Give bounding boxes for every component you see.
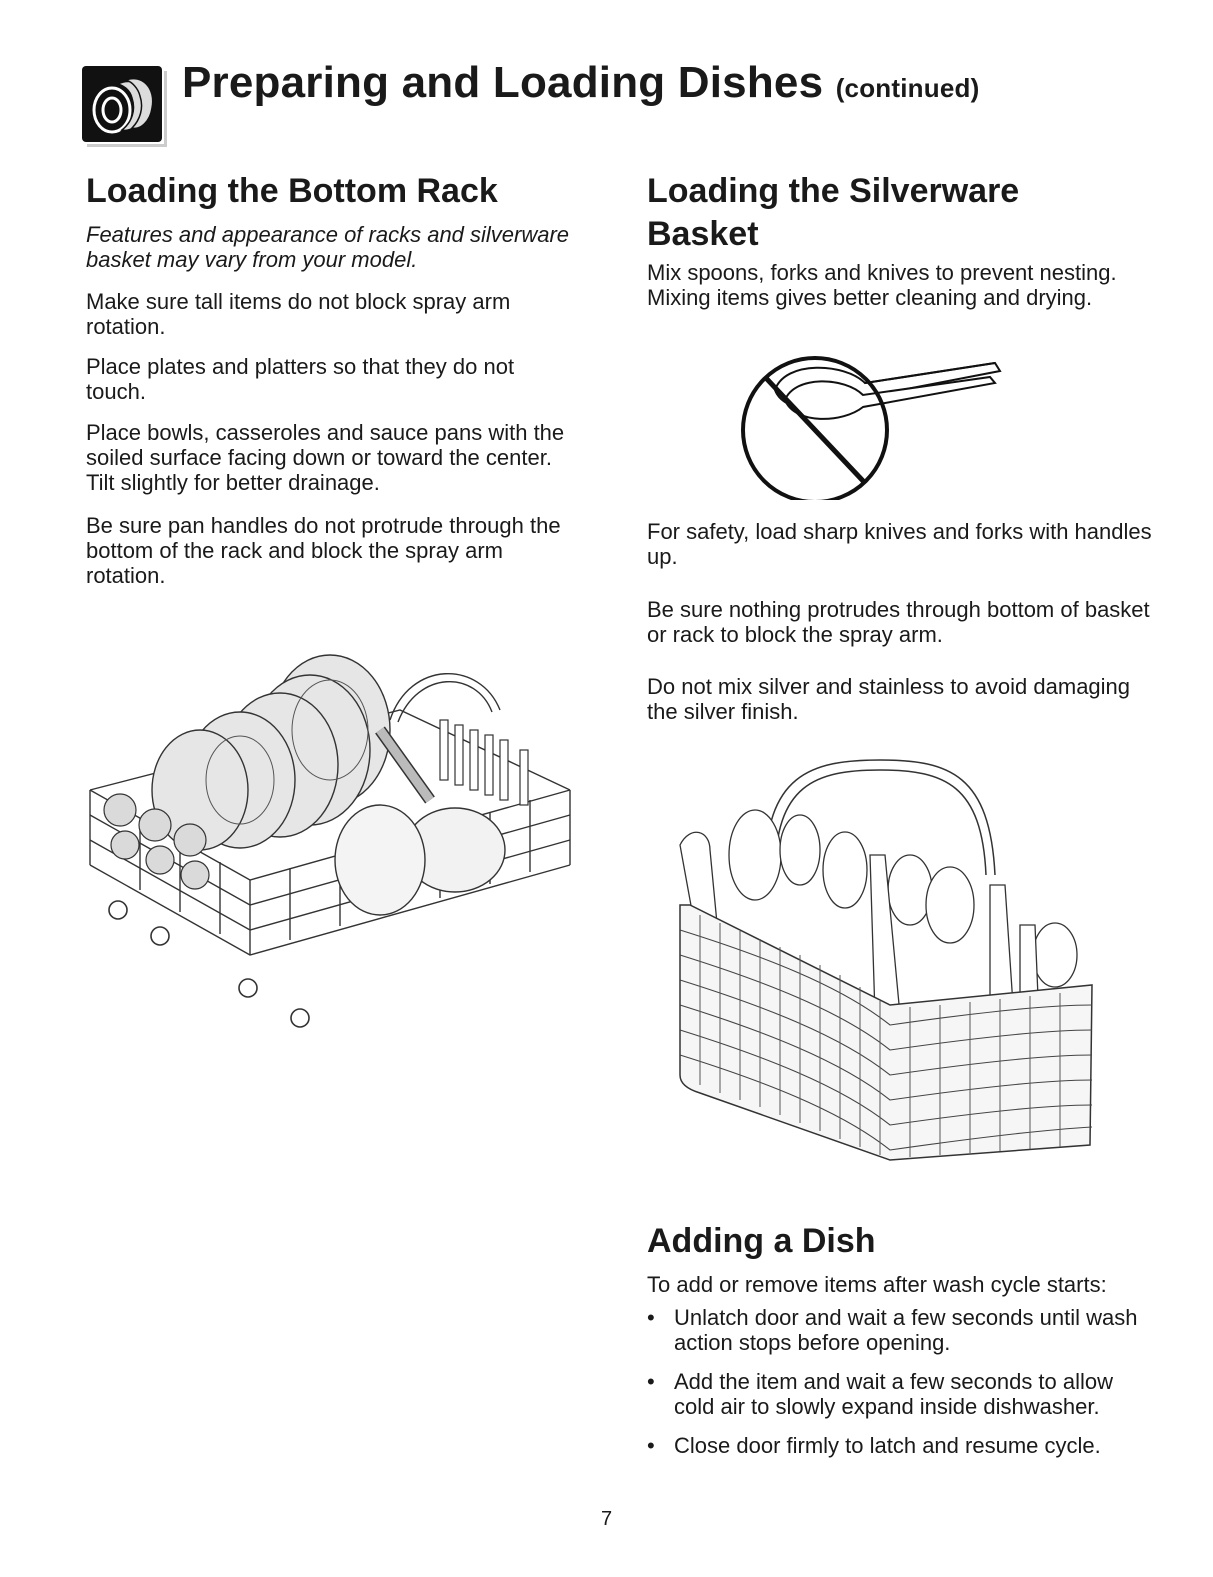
page-number: 7: [600, 1508, 613, 1530]
silverware-heading-line1: Loading the Silverware: [647, 172, 1020, 210]
list-item: • Unlatch door and wait a few seconds until wash action stops before opening.: [647, 1305, 1138, 1355]
bottom-rack-illustration: [80, 640, 580, 1040]
list-item: • Add the item and wait a few seconds to allow cold air to slowly expand inside dishwasher.: [647, 1369, 1114, 1419]
silverware-heading-line2: Basket: [647, 215, 759, 253]
bottom-rack-paragraph: Be sure pan handles do not protrude through the bottom of the rack and block the spray arm rotation.: [86, 513, 561, 588]
bottom-rack-paragraph: Place plates and platters so that they do not touch.: [86, 354, 515, 404]
bottom-rack-paragraph: Place bowls, casseroles and sauce pans with the soiled surface facing down or toward the center. Tilt slightly for better drainage.: [86, 420, 565, 495]
dishes-stack-icon: [82, 66, 168, 148]
adding-dish-intro: To add or remove items after wash cycle starts:: [647, 1272, 1107, 1297]
model-variation-note: Features and appearance of racks and silverware basket may vary from your model.: [86, 222, 570, 272]
silverware-paragraph: For safety, load sharp knives and forks with handles up.: [647, 519, 1152, 569]
adding-dish-steps: [647, 1305, 1157, 1458]
silverware-basket-illustration: [660, 755, 1110, 1175]
page-title: Preparing and Loading Dishes (continued): [182, 58, 980, 107]
silverware-paragraph: Be sure nothing protrudes through bottom of basket or rack to block the spray arm.: [647, 597, 1150, 647]
list-item: • Close door firmly to latch and resume cycle.: [647, 1433, 1101, 1458]
bottom-rack-paragraph: Make sure tall items do not block spray arm rotation.: [86, 289, 511, 339]
silverware-intro: Mix spoons, forks and knives to prevent nesting. Mixing items gives better cleaning and drying.: [647, 260, 1117, 310]
adding-dish-heading: Adding a Dish: [647, 1222, 876, 1260]
silverware-paragraph: Do not mix silver and stainless to avoid damaging the silver finish.: [647, 674, 1131, 724]
no-nesting-spoons-icon: [725, 265, 1010, 500]
bottom-rack-heading: Loading the Bottom Rack: [86, 172, 498, 210]
